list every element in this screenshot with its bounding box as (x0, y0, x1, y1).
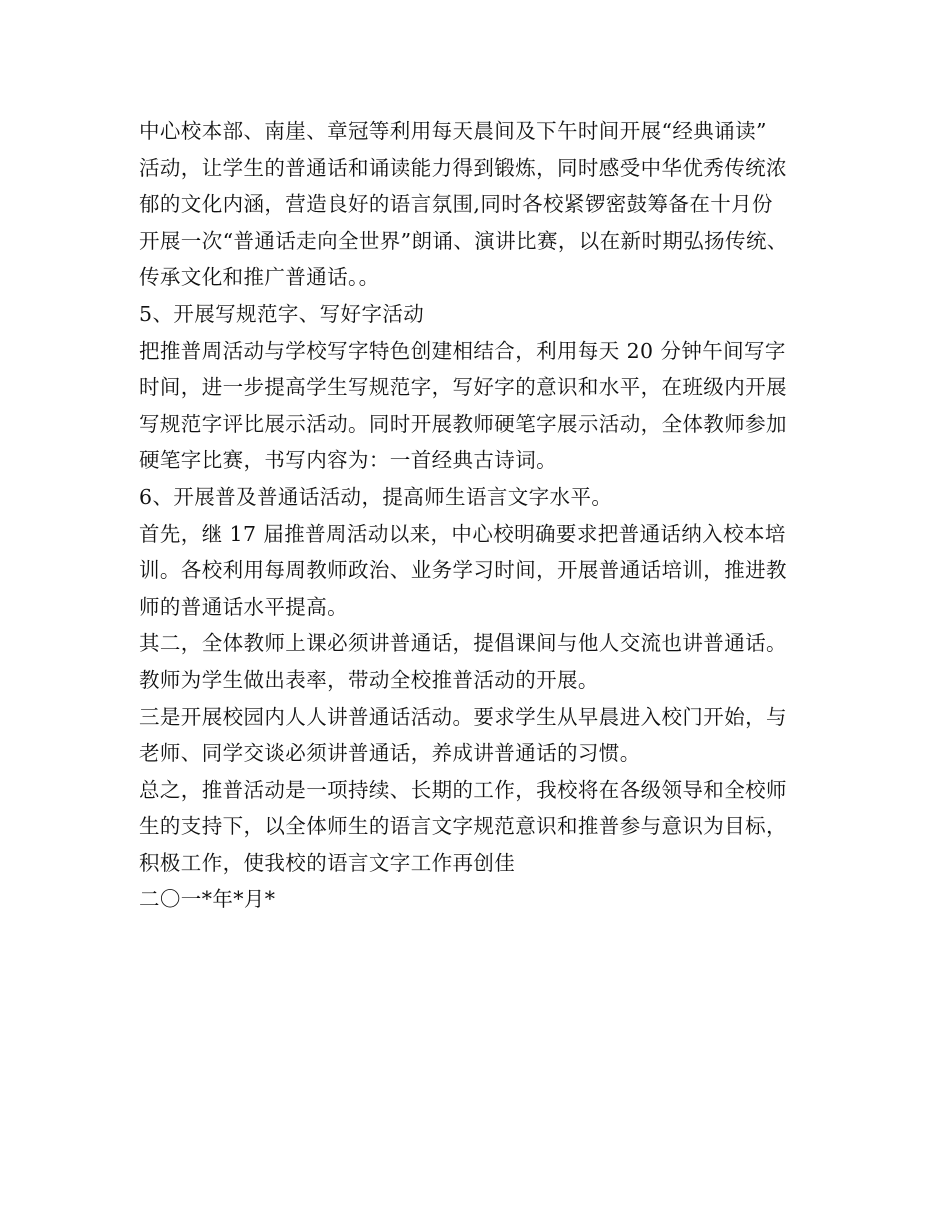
document-body (139, 113, 839, 918)
text-line: 硬笔字比赛，书写内容为：一首经典古诗词。 (139, 448, 557, 473)
text-line: 中心校本部、南崖、章冠等利用每天晨间及下午时间开展“经典诵读” (139, 119, 767, 143)
text-line: 三是开展校园内人人讲普通话活动。要求学生从早晨进入校门开始，与 (139, 704, 787, 729)
text-line: 其二，全体教师上课必须讲普通话，提倡课间与他人交流也讲普通话。 (139, 631, 787, 656)
section-heading-6: 6、开展普及普通话活动，提高师生语言文字水平。 (139, 484, 613, 509)
text-line: 积极工作，使我校的语言文字工作再创佳 (139, 850, 516, 875)
text-line: 写规范字评比展示活动。同时开展教师硬笔字展示活动，全体教师参加 (139, 411, 787, 436)
document-date: 二〇一*年*月* (139, 887, 276, 912)
text-line: 首先，继 17 届推普周活动以来，中心校明确要求把普通话纳入校本培 (139, 521, 786, 546)
text-line: 老师、同学交谈必须讲普通话，养成讲普通话的习惯。 (139, 741, 641, 766)
text-line: 生的支持下，以全体师生的语言文字规范意识和推普参与意识为目标， (139, 814, 787, 839)
text-line: 教师为学生做出表率，带动全校推普活动的开展。 (139, 667, 599, 692)
text-line: 开展一次“普通话走向全世界”朗诵、演讲比赛，以在新时期弘扬传统、 (139, 228, 788, 253)
text-line: 把推普周活动与学校写字特色创建相结合，利用每天 20 分钟午间写字 (139, 338, 786, 363)
section-heading-5: 5、开展写规范字、写好字活动 (139, 301, 425, 326)
text-line: 传承文化和推广普通话。。 (139, 265, 380, 290)
text-line: 训。各校利用每周教师政治、业务学习时间，开展普通话培训，推进教 (139, 558, 787, 583)
text-line: 总之，推普活动是一项持续、长期的工作，我校将在各级领导和全校师 (139, 777, 787, 802)
text-line: 郁的文化内涵，营造良好的语言氛围,同时各校紧锣密鼓筹备在十月份 (139, 192, 773, 217)
text-line: 时间，进一步提高学生写规范字，写好字的意识和水平，在班级内开展 (139, 375, 787, 400)
text-line: 活动，让学生的普通话和诵读能力得到锻炼，同时感受中华优秀传统浓 (139, 155, 787, 180)
text-line: 师的普通话水平提高。 (139, 594, 348, 619)
